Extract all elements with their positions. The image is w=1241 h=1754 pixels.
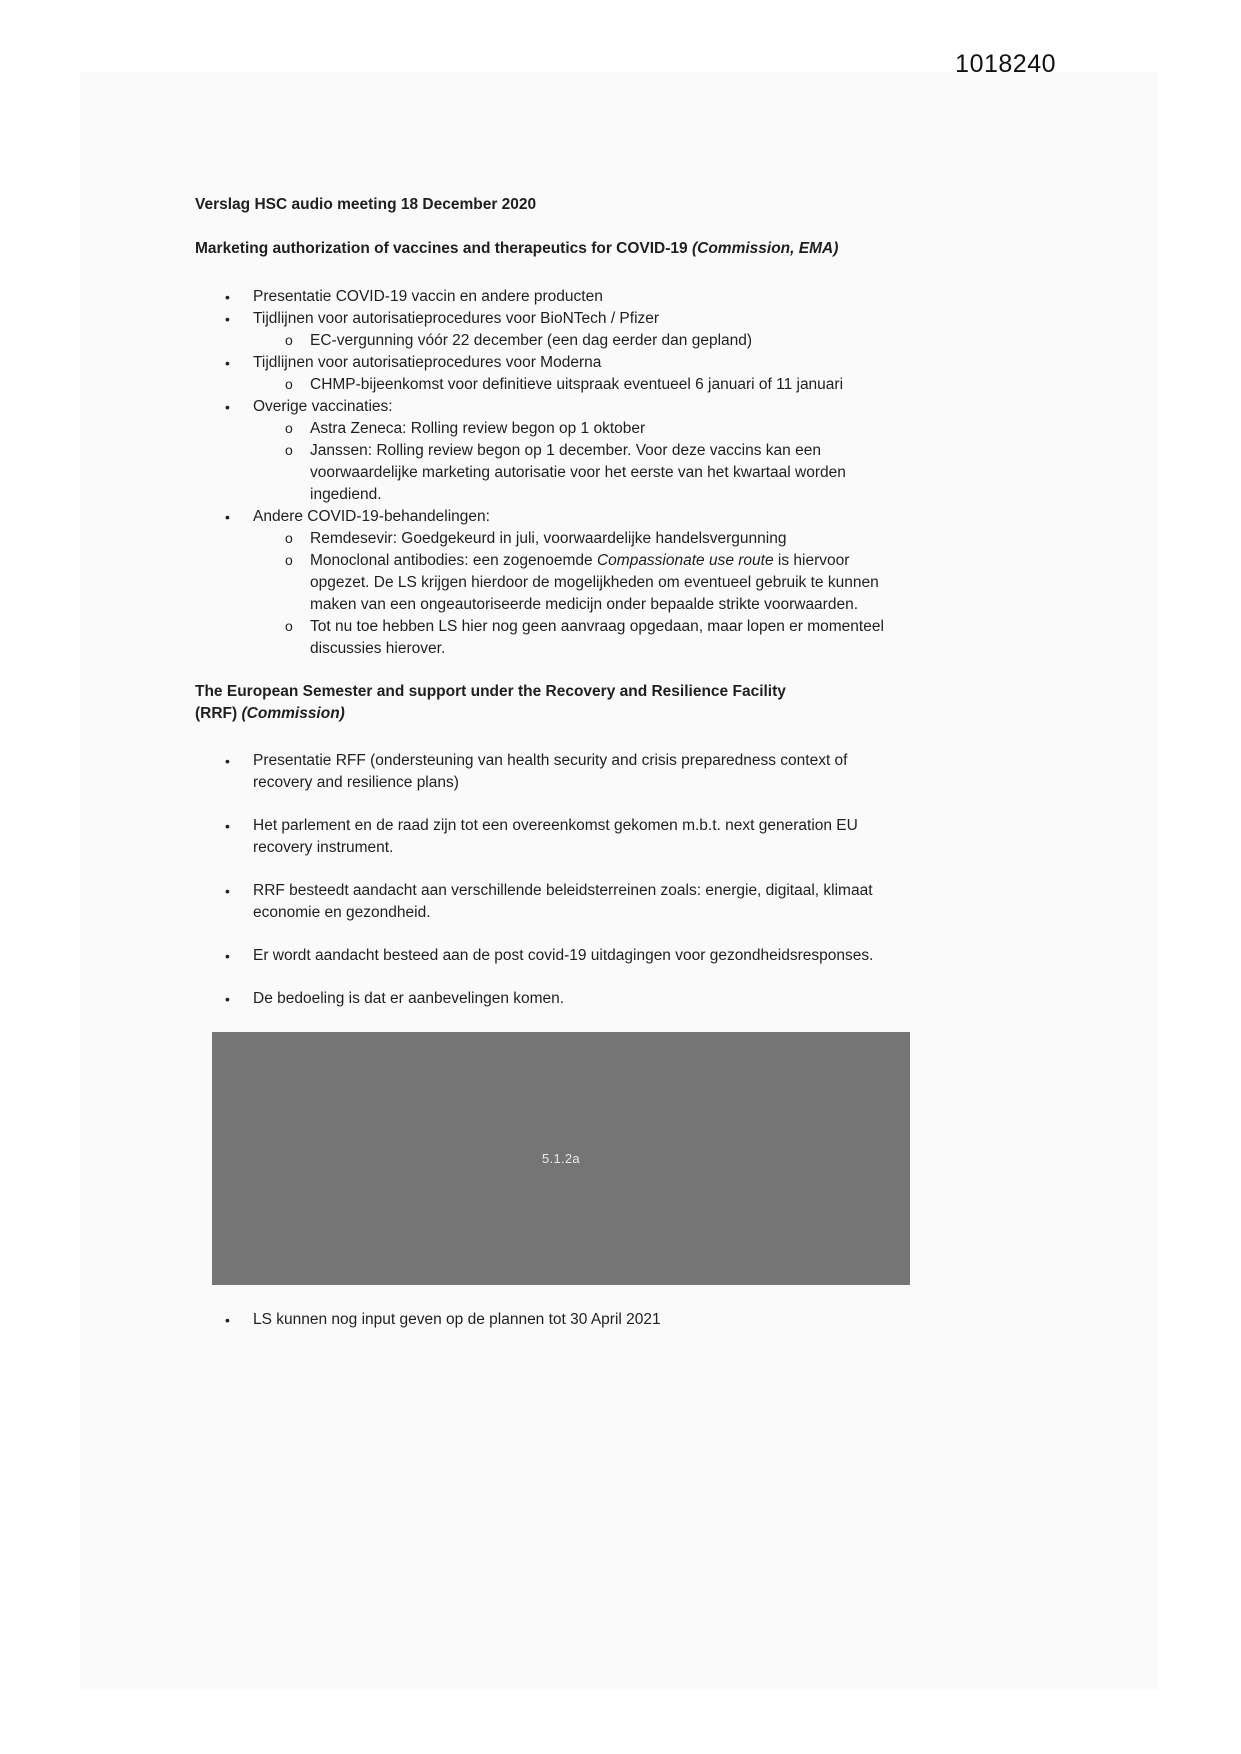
list-item-text: Janssen: Rolling review begon op 1 december. Voor deze vaccins kan een voorwaardelijke marketing autorisatie voor het eerste van het kwartaal worden ingediend. (310, 442, 846, 503)
document-body (195, 194, 911, 1331)
list-item-text: CHMP-bijeenkomst voor definitieve uitspraak eventueel 6 januari of 11 januari (310, 376, 844, 393)
list-item (195, 750, 911, 794)
list-item-text: Tijdlijnen voor autorisatieprocedures voor Moderna (253, 354, 602, 371)
list-item-text: Presentatie COVID-19 vaccin en andere producten (253, 288, 603, 305)
list-item (195, 815, 911, 859)
list-item (195, 880, 911, 924)
section2-bullet-list (195, 750, 911, 1010)
list-item-text: Presentatie RFF (ondersteuning van health security and crisis preparedness context of recovery and resilience plans) (253, 752, 848, 791)
italic-text-run: Compassionate use route (596, 552, 774, 569)
bullet-dot-icon: • (225, 311, 230, 327)
section2-heading-rrf: (RRF) (195, 705, 242, 722)
document-number: 1018240 (955, 50, 1056, 78)
section2-heading-line1: The European Semester and support under the Recovery and Resilience Facility (195, 683, 786, 700)
section2-heading-line2 (195, 703, 911, 725)
list-item-text: Het parlement en de raad zijn tot een overeenkomst gekomen m.b.t. next generation EU recovery instrument. (253, 817, 858, 856)
sub-list-item (195, 528, 911, 550)
list-item (195, 286, 911, 308)
list-item-text: EC-vergunning vóór 22 december (een dag eerder dan gepland) (310, 332, 753, 349)
list-item-text: LS kunnen nog input geven op de plannen tot 30 April 2021 (253, 1311, 661, 1328)
circle-bullet-icon: o (285, 552, 293, 568)
text-run: is hiervoor opgezet. De LS krijgen hierdoor de mogelijkheden om eventueel gebruik te kunnen maken van een ongeautoriseerde medicijn onder bepaalde strikte voorwaarden. (310, 552, 879, 613)
list-item-text: Remdesevir: Goedgekeurd in juli, voorwaardelijke handelsvergunning (310, 530, 787, 547)
bullet-dot-icon: • (225, 753, 230, 769)
list-item (195, 506, 911, 528)
sub-list-item (195, 330, 911, 352)
section1-bullet-list (195, 286, 911, 660)
bullet-dot-icon: • (225, 1312, 230, 1328)
text-run: Monoclonal antibodies: een zogenoemde (310, 552, 597, 569)
bullet-dot-icon: • (225, 818, 230, 834)
list-item (195, 308, 911, 330)
list-item-text: Er wordt aandacht besteed aan de post covid-19 uitdagingen voor gezondheidsresponses. (253, 947, 874, 964)
bullet-dot-icon: • (225, 355, 230, 371)
list-item (195, 396, 911, 418)
list-item-text: Tijdlijnen voor autorisatieprocedures voor BioNTech / Pfizer (253, 310, 660, 327)
sub-list-item (195, 616, 911, 660)
circle-bullet-icon: o (285, 442, 293, 458)
list-item-text: Overige vaccinaties: (253, 398, 393, 415)
section2-heading-italic: (Commission) (241, 705, 345, 722)
bullet-dot-icon: • (225, 883, 230, 899)
list-item-text: De bedoeling is dat er aanbevelingen komen. (253, 990, 565, 1007)
section2-heading (195, 681, 911, 725)
footer-bullet-list (195, 1309, 911, 1331)
list-item-text: Tot nu toe hebben LS hier nog geen aanvraag opgedaan, maar lopen er momenteel discussies hierover. (310, 618, 884, 657)
section1-heading-text: Marketing authorization of vaccines and therapeutics for COVID-19 (195, 240, 692, 257)
bullet-dot-icon: • (225, 289, 230, 305)
document-title: Verslag HSC audio meeting 18 December 2020 (195, 196, 537, 213)
list-item (195, 945, 911, 967)
circle-bullet-icon: o (285, 420, 293, 436)
sub-list-item (195, 550, 911, 616)
circle-bullet-icon: o (285, 376, 293, 392)
list-item-text (310, 552, 879, 613)
section1-heading (195, 238, 911, 260)
bullet-dot-icon: • (225, 948, 230, 964)
list-item (195, 988, 911, 1010)
redaction-exemption-code: 5.1.2a (542, 1150, 580, 1166)
list-item (195, 1309, 911, 1331)
sub-list-item (195, 440, 911, 506)
list-item-text: Andere COVID-19-behandelingen: (253, 508, 490, 525)
circle-bullet-icon: o (285, 332, 293, 348)
circle-bullet-icon: o (285, 530, 293, 546)
sub-list-item (195, 418, 911, 440)
bullet-dot-icon: • (225, 509, 230, 525)
circle-bullet-icon: o (285, 618, 293, 634)
section1-heading-italic: (Commission, EMA) (691, 240, 839, 257)
list-item-text: RRF besteedt aandacht aan verschillende beleidsterreinen zoals: energie, digitaal, klimaat economie en gezondheid. (253, 882, 873, 921)
list-item (195, 352, 911, 374)
bullet-dot-icon: • (225, 399, 230, 415)
redaction-box (212, 1032, 910, 1285)
bullet-dot-icon: • (225, 991, 230, 1007)
sub-list-item (195, 374, 911, 396)
list-item-text: Astra Zeneca: Rolling review begon op 1 oktober (310, 420, 646, 437)
